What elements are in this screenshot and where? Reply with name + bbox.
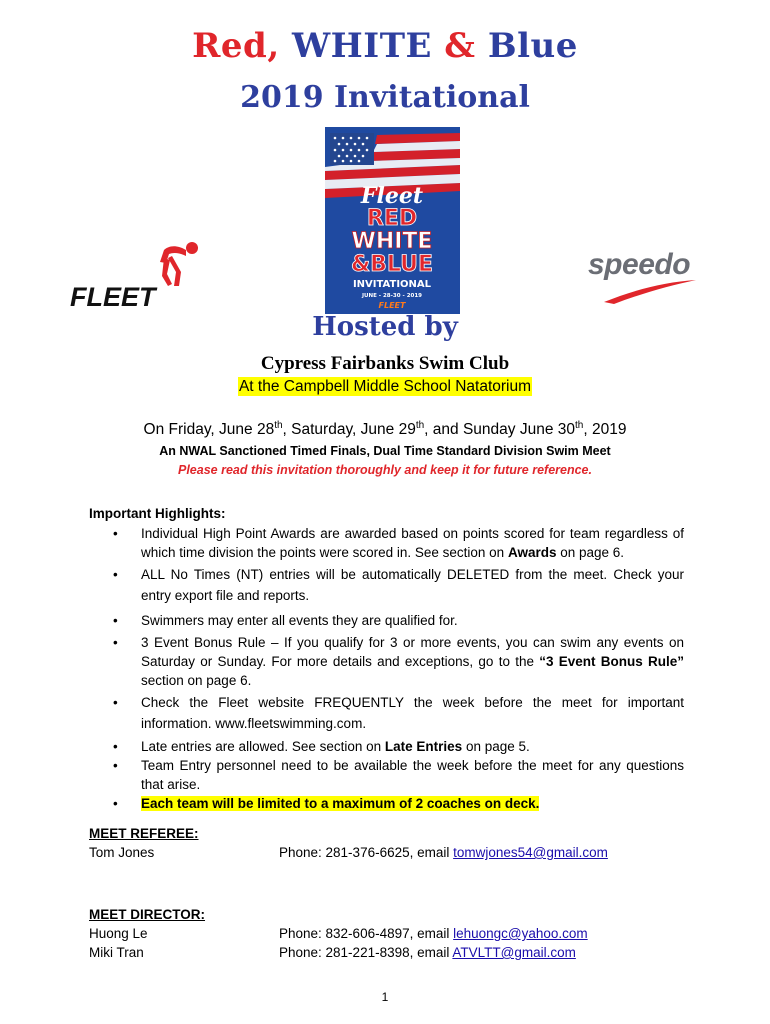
bullet-icon: • <box>113 613 118 628</box>
speedo-swoosh-icon <box>604 280 696 304</box>
dates-sup-1: th <box>274 420 283 431</box>
director-name-2: Miki Tran <box>89 945 144 960</box>
list-item <box>89 794 684 813</box>
poster-invitational: INVITATIONAL <box>352 279 432 290</box>
referee-heading: MEET REFEREE: <box>89 826 199 841</box>
speedo-logo <box>584 246 708 306</box>
director-email-link-1[interactable]: lehuongc@yahoo.com <box>453 926 588 941</box>
dates-part-3: , and Sunday June 30 <box>424 421 575 439</box>
list-item: • Individual High Point Awards are awarded based on points scored for team regardless of which time division the points were scored in. See section on Awards on page 6. <box>113 526 684 560</box>
poster-footer: FLEET <box>378 301 406 310</box>
venue-text: At the Campbell Middle School Natatorium <box>238 378 532 395</box>
coaches-limit-highlight: Each team will be limited to a maximum of 2 coaches on deck. <box>141 796 540 811</box>
list-item: • 3 Event Bonus Rule – If you qualify for 3 or more events, you can swim any events on Saturday or Sunday. For more details and exceptions, go to the “3 Event Bonus Rule” section on page 6. <box>113 635 684 688</box>
title-blue: Blue <box>487 26 578 66</box>
page-number: 1 <box>381 990 389 1004</box>
bullet-icon: • <box>113 796 118 811</box>
list-item: • ALL No Times (NT) entries will be automatically DELETED from the meet. Check your entry export file and reports. <box>89 564 684 606</box>
referee-contact: Phone: 281-376-6625, email tomwjones54@gmail.com <box>279 845 608 860</box>
title-line-1 <box>0 26 770 66</box>
event-poster <box>325 127 460 314</box>
list-item: • Late entries are allowed. See section on Late Entries on page 5. <box>113 739 530 754</box>
fleet-logo-text: FLEET <box>70 282 156 312</box>
bullet-icon: • <box>113 695 118 710</box>
poster-blue: &BLUE <box>350 252 434 277</box>
list-item: • Swimmers may enter all events they are qualified for. <box>113 613 458 628</box>
hosted-by-heading: Hosted by <box>312 312 458 342</box>
title-ampersand: & <box>444 26 476 66</box>
sanction-line: An NWAL Sanctioned Timed Finals, Dual Time Standard Division Swim Meet <box>159 444 611 458</box>
meet-dates <box>0 420 770 439</box>
list-item: • Check the Fleet website FREQUENTLY the week before the meet for important information. www.fleetswimming.com. <box>89 692 684 734</box>
poster-white: WHITE <box>351 229 433 254</box>
highlights-list <box>89 524 684 813</box>
club-name: Cypress Fairbanks Swim Club <box>260 353 510 374</box>
director-contact-2: Phone: 281-221-8398, email ATVLTT@gmail.com <box>279 945 576 960</box>
title-red: Red, <box>192 26 280 66</box>
list-item: • Team Entry personnel need to be available the week before the meet for any questions that arise. <box>113 758 684 792</box>
referee-name: Tom Jones <box>89 845 155 860</box>
bullet-icon: • <box>113 635 118 650</box>
bullet-icon: • <box>113 567 118 582</box>
poster-dates: JUNE - 28-30 - 2019 <box>362 293 422 299</box>
swimmer-icon <box>160 242 198 286</box>
director-heading: MEET DIRECTOR: <box>89 907 206 922</box>
venue-line <box>0 377 770 396</box>
referee-email-link[interactable]: tomwjones54@gmail.com <box>453 845 608 860</box>
please-read-note: Please read this invitation thoroughly and keep it for future reference. <box>178 463 592 477</box>
fleet-logo <box>68 236 208 312</box>
dates-part-1: On Friday, June 28 <box>143 421 275 439</box>
director-contact-1: Phone: 832-606-4897, email lehuongc@yahoo.com <box>279 926 588 941</box>
title-line-2: 2019 Invitational <box>240 80 530 115</box>
dates-sup-2: th <box>415 420 425 431</box>
highlights-heading: Important Highlights: <box>89 506 226 521</box>
poster-red: RED <box>366 206 418 231</box>
title-white: WHITE <box>292 26 432 66</box>
poster-fleet-script: Fleet <box>360 183 424 209</box>
dates-part-4: , 2019 <box>583 421 627 439</box>
bullet-icon: • <box>113 526 118 541</box>
bullet-icon: • <box>113 739 118 754</box>
dates-sup-3: th <box>575 420 584 431</box>
dates-part-2: , Saturday, June 29 <box>282 421 416 439</box>
director-email-link-2[interactable]: ATVLTT@gmail.com <box>452 945 576 960</box>
speedo-logo-text: speedo <box>588 248 691 281</box>
bullet-icon: • <box>113 758 118 773</box>
director-name-1: Huong Le <box>89 926 148 941</box>
